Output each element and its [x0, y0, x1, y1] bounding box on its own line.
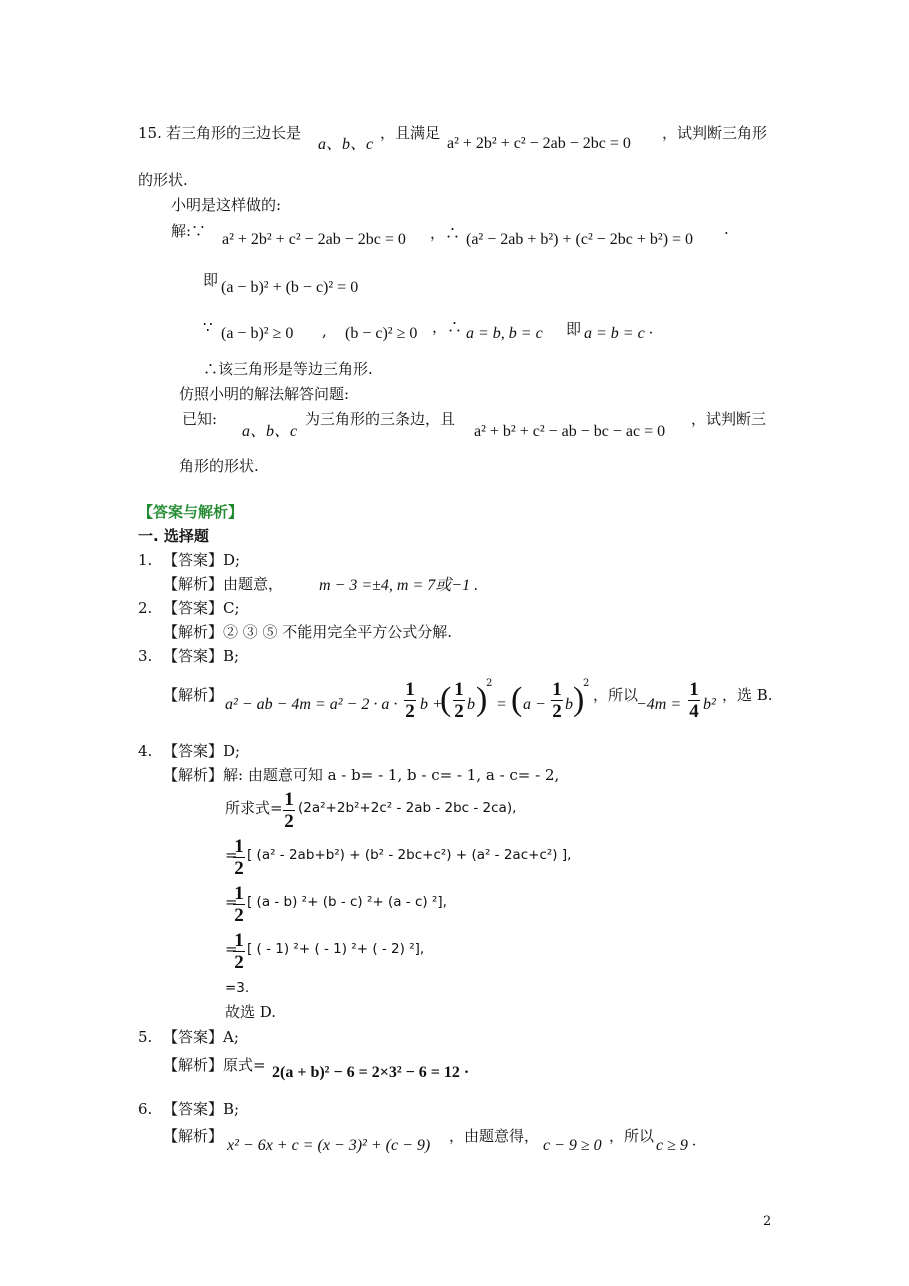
a1-number: 1.	[138, 551, 153, 569]
solution-eq2-end: ·	[724, 224, 729, 242]
section-title: 一. 选择题	[138, 527, 209, 545]
a3-number: 3.	[138, 647, 153, 665]
solution-conclusion: ∴该三角形是等边三角形.	[203, 360, 373, 378]
a3-sq-1: 2	[486, 678, 493, 689]
a4-line1: (2a²+2b²+2c² - 2ab - 2bc - 2ca),	[298, 800, 517, 816]
because-symbol: ∵	[203, 318, 213, 336]
a3-paren-open-2: (	[511, 681, 523, 718]
a4-line2-prefix: =	[225, 846, 238, 864]
a3-eq-paren-b: b	[467, 696, 475, 713]
a4-frac-1: 1 2	[284, 789, 294, 832]
a6-eq3: c ≥ 9 ·	[656, 1137, 696, 1154]
a4-line4-prefix: =	[225, 940, 238, 958]
a3-sq-2: 2	[583, 678, 590, 689]
a3-answer: 【答案】B;	[163, 647, 240, 665]
a6-explanation-label: 【解析】	[163, 1127, 224, 1145]
a2-explanation: 【解析】② ③ ⑤ 不能用完全平方公式分解.	[163, 623, 453, 641]
q15-condition-text: ，且满足	[380, 124, 441, 142]
q15-equation: a² + 2b² + c² − 2ab − 2bc = 0	[447, 135, 631, 152]
a6-mid-text: ，由题意得，	[449, 1127, 540, 1145]
a3-frac-3: 1 2	[552, 679, 562, 722]
solution-therefore: ，∴	[430, 224, 461, 242]
a6-answer: 【答案】B;	[163, 1100, 240, 1118]
a4-line3-prefix: =	[225, 893, 238, 911]
a3-paren-close-1: )	[476, 681, 488, 718]
a2-answer: 【答案】C;	[163, 599, 240, 617]
given-vars: a、b、c	[242, 423, 298, 440]
a3-suffix: ，所以	[593, 686, 639, 704]
solution-eq4: a = b, b = c	[466, 325, 543, 342]
a2-number: 2.	[138, 599, 153, 617]
page-number: 2	[763, 1214, 772, 1229]
a4-line2: [ (a² - 2ab+b²) + (b² - 2bc+c²) + (a² - 2ac+c²) ],	[247, 847, 572, 863]
a4-frac-4: 1 2	[234, 930, 244, 973]
therefore-symbol: ，∴	[432, 318, 463, 336]
a6-eq1: x² − 6x + c = (x − 3)² + (c − 9)	[227, 1137, 431, 1154]
a4-line6: 故选 D.	[225, 1003, 277, 1021]
a3-eq-a-minus: a −	[523, 696, 546, 713]
solution-ineq2: (b − c)² ≥ 0	[345, 325, 418, 342]
a4-line3: [ (a - b) ²+ (b - c) ²+ (a - c) ²],	[247, 894, 447, 910]
a3-frac-1: 1 2	[405, 679, 415, 722]
imitate-text: 仿照小明的解法解答问题:	[179, 385, 350, 403]
solution-ji-label: 即	[203, 271, 219, 289]
a4-number: 4.	[138, 742, 153, 760]
a5-number: 5.	[138, 1028, 153, 1046]
given-equation: a² + b² + c² − ab − bc − ac = 0	[474, 423, 666, 440]
q15-intro-text: 若三角形的三边长是	[166, 124, 302, 142]
a3-eq-sign: =	[497, 696, 507, 713]
a5-explanation-label: 【解析】原式=	[163, 1056, 266, 1074]
a1-explanation-eq: m − 3 =±4, m = 7或−1 .	[319, 577, 479, 594]
a4-frac-2: 1 2	[234, 836, 244, 879]
given-label: 已知:	[182, 410, 218, 428]
xiaoming-intro: 小明是这样做的:	[171, 196, 282, 214]
a5-answer: 【答案】A;	[163, 1028, 239, 1046]
a3-explanation-label: 【解析】	[163, 686, 224, 704]
a5-explanation-eq: 2(a + b)² − 6 = 2×3² − 6 = 12 ·	[272, 1064, 470, 1081]
given-judge-text: ，试判断三	[691, 410, 767, 428]
a3-eq-b1: b +	[420, 696, 443, 713]
a4-line4: [ ( - 1) ²+ ( - 1) ²+ ( - 2) ²],	[247, 941, 425, 957]
solution-eq1: a² + 2b² + c² − 2ab − 2bc = 0	[222, 231, 406, 248]
a4-line5: =3.	[225, 980, 250, 996]
solution-ineq1: (a − b)² ≥ 0	[221, 325, 294, 342]
a3-frac-4: 1 4	[689, 679, 699, 722]
given-text: 为三角形的三条边，且	[305, 410, 456, 428]
a3-paren-close-2: )	[573, 681, 585, 718]
given-line2: 角形的形状.	[179, 457, 259, 475]
a6-eq2: c − 9 ≥ 0	[543, 1137, 602, 1154]
a4-frac-3: 1 2	[234, 883, 244, 926]
solution-label: 解:∵	[171, 222, 207, 240]
q15-judge-text: ，试判断三角形	[662, 124, 768, 142]
solution-comma: ,	[322, 322, 327, 340]
a3-eq-m: −4m =	[636, 696, 682, 713]
solution-eq2: (a² − 2ab + b²) + (c² − 2bc + b²) = 0	[466, 231, 694, 248]
solution-eq5: a = b = c ·	[584, 325, 653, 342]
q15-number: 15.	[138, 124, 162, 142]
a6-suffix: ，所以	[609, 1127, 655, 1145]
a3-frac-2: 1 2	[454, 679, 464, 722]
q15-vars: a、b、c	[318, 136, 374, 153]
q15-line2: 的形状.	[138, 171, 188, 189]
a3-eq-left: a² − ab − 4m = a² − 2 · a ·	[225, 696, 398, 713]
a4-line1-prefix: 所求式=	[225, 799, 283, 817]
solution-ji2: 即	[566, 320, 582, 338]
a4-explanation: 【解析】解: 由题意可知 a - b= - 1, b - c= - 1, a - c= - 2,	[163, 766, 560, 784]
a3-eq-b3: b²	[703, 696, 716, 713]
solution-eq3: (a − b)² + (b − c)² = 0	[221, 279, 359, 296]
a1-explanation-label: 【解析】由题意，	[163, 575, 284, 593]
a1-answer: 【答案】D;	[163, 551, 241, 569]
answers-heading: 【答案与解析】	[138, 503, 244, 521]
a6-number: 6.	[138, 1100, 153, 1118]
a3-eq-b2: b	[565, 696, 573, 713]
a3-choose: ，选 B.	[722, 686, 773, 704]
a4-answer: 【答案】D;	[163, 742, 241, 760]
a3-paren-open-1: (	[440, 681, 452, 718]
